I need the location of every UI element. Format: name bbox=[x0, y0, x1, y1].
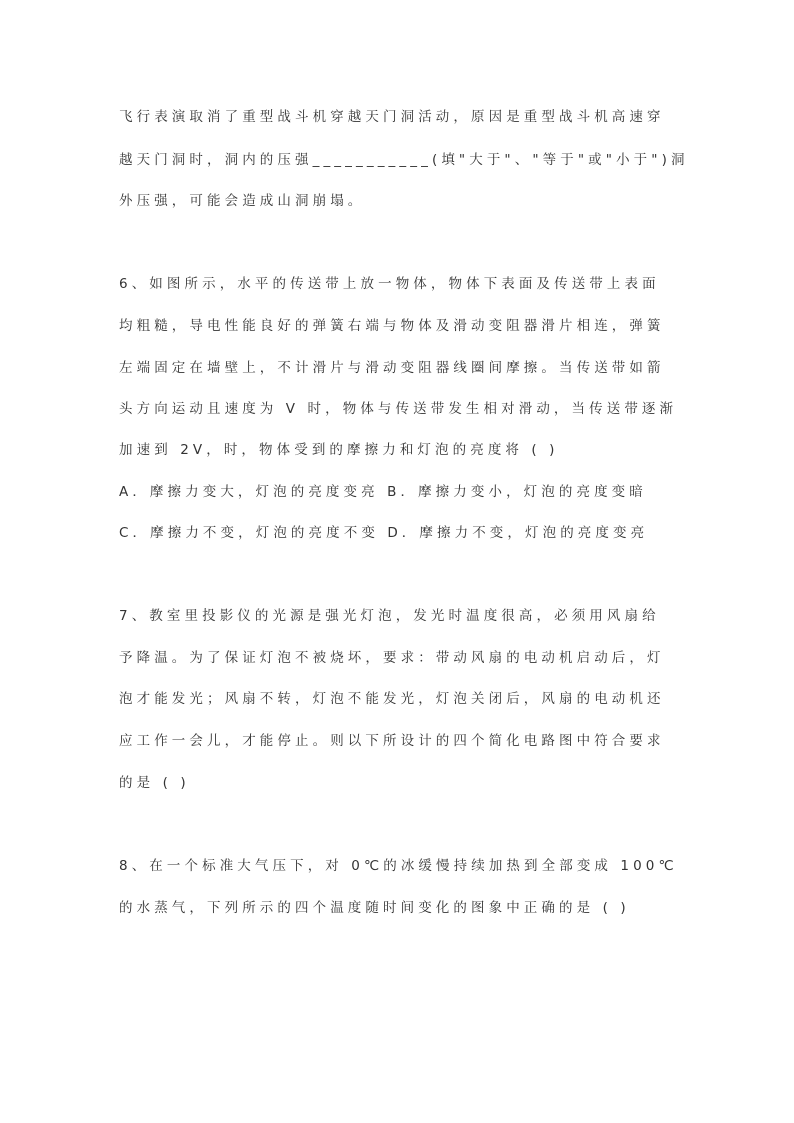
question-7-line-2: 予降温。为了保证灯泡不被烧坏，要求：带动风扇的电动机启动后，灯 bbox=[119, 650, 665, 666]
question-8-line-1: 8、在一个标准大气压下，对 0℃的冰缓慢持续加热到全部变成 100℃ bbox=[119, 858, 678, 874]
question-6-line-4: 头方向运动且速度为 V 时，物体与传送带发生相对滑动，当传送带逐渐 bbox=[119, 401, 678, 417]
question-6-option-ab: A．摩擦力变大，灯泡的亮度变亮 B．摩擦力变小，灯泡的亮度变暗 bbox=[119, 484, 647, 500]
question-7-line-1: 7、教室里投影仪的光源是强光灯泡，发光时温度很高，必须用风扇给 bbox=[119, 608, 660, 624]
question-6-line-5: 加速到 2V，时，物体受到的摩擦力和灯泡的亮度将 ( ) bbox=[119, 442, 559, 458]
question-6-line-3: 左端固定在墙壁上，不计滑片与滑动变阻器线圈间摩擦。当传送带如箭 bbox=[119, 360, 665, 376]
question-7-line-5: 的是 ( ) bbox=[119, 775, 190, 791]
question-6-option-cd: C．摩擦力不变，灯泡的亮度不变 D．摩擦力不变，灯泡的亮度变亮 bbox=[119, 525, 649, 541]
intro-line-2: 越天门洞时，洞内的压强___________(填"大于"、"等于"或"小于")洞 bbox=[119, 152, 689, 168]
intro-line-3: 外压强，可能会造成山洞崩塌。 bbox=[119, 193, 366, 209]
question-6-line-2: 均粗糙，导电性能良好的弹簧右端与物体及滑动变阻器滑片相连，弹簧 bbox=[119, 318, 665, 334]
question-7-line-3: 泡才能发光；风扇不转，灯泡不能发光，灯泡关闭后，风扇的电动机还 bbox=[119, 691, 665, 707]
question-8-line-2: 的水蒸气，下列所示的四个温度随时间变化的图象中正确的是 ( ) bbox=[119, 900, 630, 916]
question-7-line-4: 应工作一会儿，才能停止。则以下所设计的四个简化电路图中符合要求 bbox=[119, 733, 665, 749]
intro-line-1: 飞行表演取消了重型战斗机穿越天门洞活动，原因是重型战斗机高速穿 bbox=[119, 109, 665, 125]
question-6-line-1: 6、如图所示，水平的传送带上放一物体，物体下表面及传送带上表面 bbox=[119, 276, 660, 292]
